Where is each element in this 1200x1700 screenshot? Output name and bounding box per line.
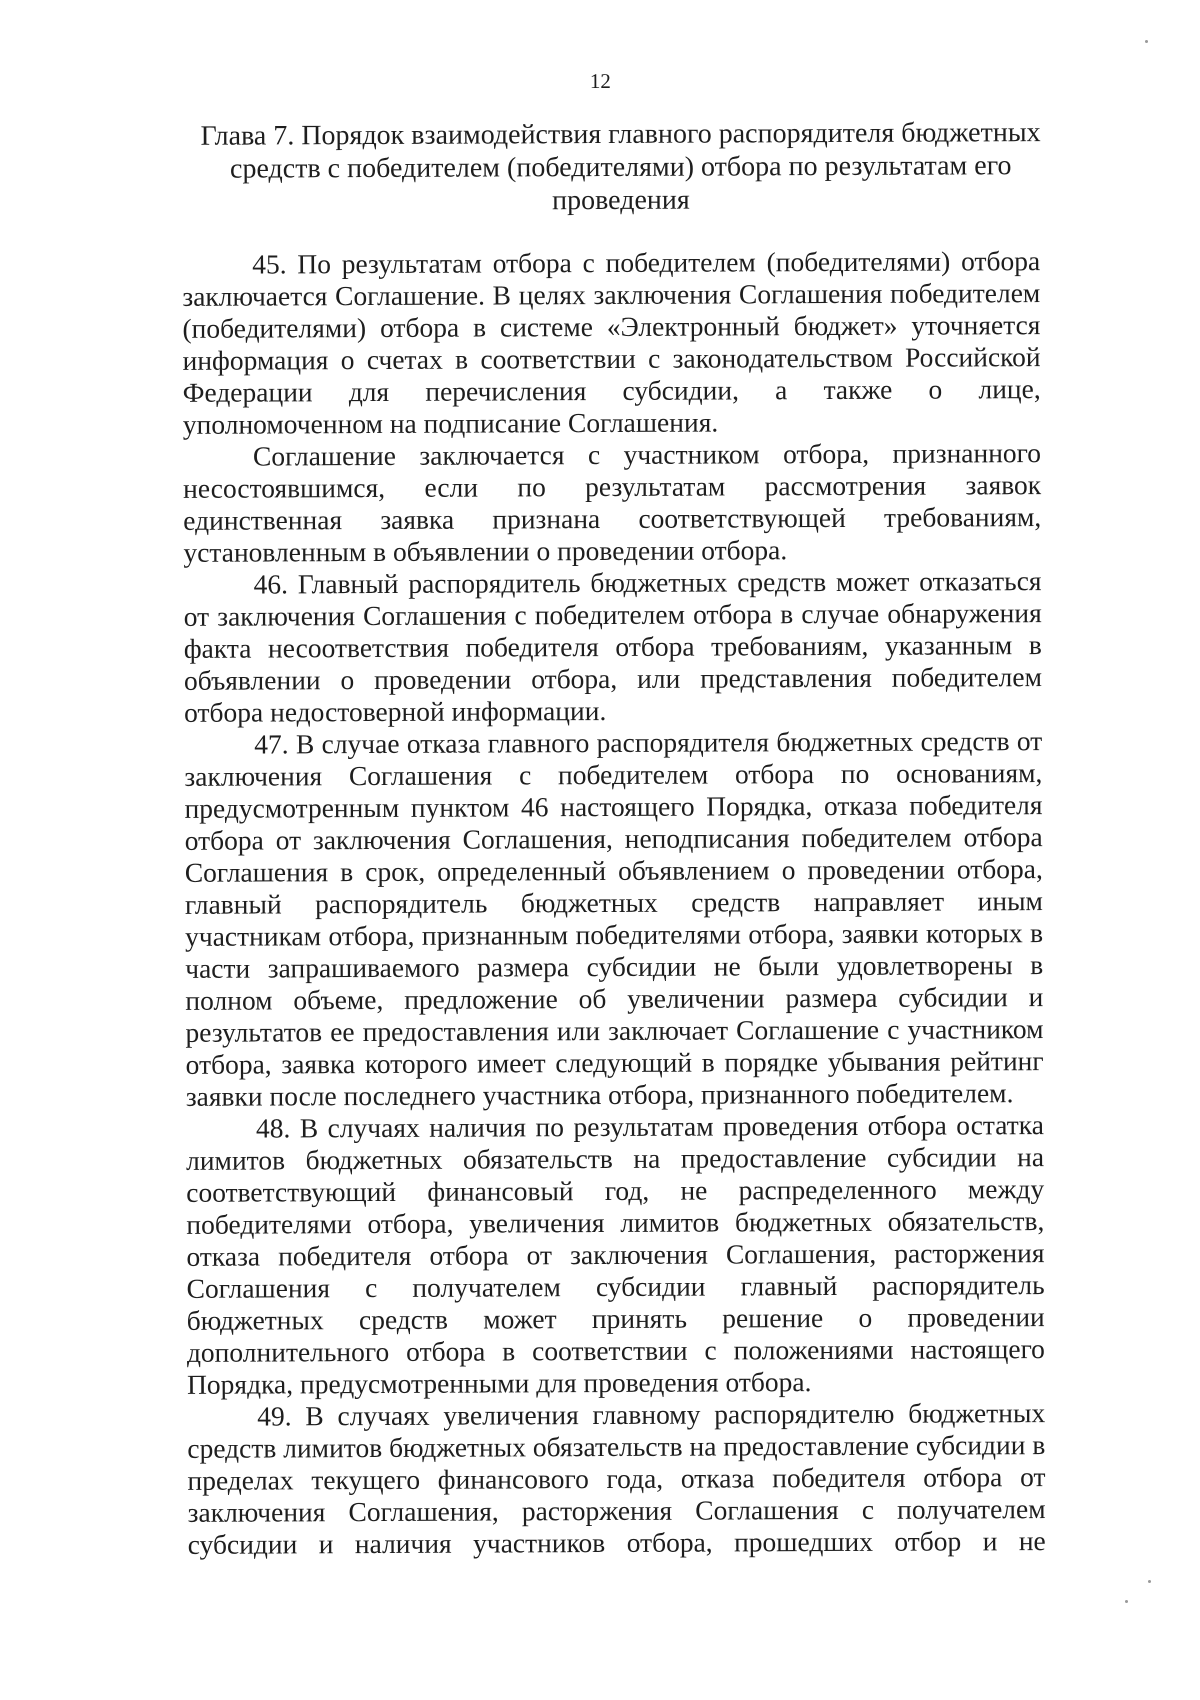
paragraph-49: 49. В случаях увеличения главному распорядителю бюджетных средств лимитов бюджетных обязательств на предоставление субсидии в пределах текущего финансового года, отказа победителя отбора от заключения Соглашения, расторжения Соглашения с получателем субсидии и наличия участников отбора, прошедших отбор и не xyxy=(187,1397,1046,1560)
page-number: 12 xyxy=(589,68,611,94)
paragraph-45-continuation: Соглашение заключается с участником отбора, признанного несостоявшимся, если по результатам рассмотрения заявок единственная заявка признана соответствующей требованиям, установленным в объявлении о проведении отбора. xyxy=(183,437,1042,568)
paragraph-45: 45. По результатам отбора с победителем (победителями) отбора заключается Соглашение. В целях заключения Соглашения победителем (победителями) отбора в системе «Электронный бюджет» уточняется информация о счетах в соответствии с законодательством Российской Федерации для перечисления субсидии, а также о лице, уполномоченном на подписание Соглашения. xyxy=(182,245,1041,440)
paragraph-48: 48. В случаях наличия по результатам проведения отбора остатка лимитов бюджетных обязательств на предоставление субсидии на соответствующий финансовый год, не распределенного между победителями отбора, увеличения лимитов бюджетных обязательств, отказа победителя отбора от заключения Соглашения, расторжения Соглашения с получателем субсидии главный распорядитель бюджетных средств может принять решение о проведении дополнительного отбора в соответствии с положениями настоящего Порядка, предусмотренными для проведения отбора. xyxy=(185,1109,1045,1400)
chapter-title: Глава 7. Порядок взаимодействия главного распорядителя бюджетных средств с победителем (победителями) отбора по результатам его проведения xyxy=(200,117,1041,217)
paragraph-47: 47. В случае отказа главного распорядителя бюджетных средств от заключения Соглашения с победителем отбора по основаниям, предусмотренным пунктом 46 настоящего Порядка, отказа победителя отбора от заключения Соглашения, неподписания победителем отбора Соглашения в срок, определенный объявлением о проведении отбора, главный распорядитель бюджетных средств направляет иным участникам отбора, признанным победителями отбора, заявки которых в части запрашиваемого размера субсидии не были удовлетворены в полном объеме, предложение об увеличении размера субсидии и результатов ее предоставления или заключает Соглашение с участником отбора, заявка которого имеет следующий в порядке убывания рейтинг заявки после последнего участника отбора, признанного победителем. xyxy=(184,725,1044,1112)
scan-speck xyxy=(1125,1600,1128,1603)
paragraph-46: 46. Главный распорядитель бюджетных средств может отказаться от заключения Соглашения с победителем отбора в случае обнаружения факта несоответствия победителя отбора требованиям, указанным в объявлении о проведении отбора, или представления победителем отбора недостоверной информации. xyxy=(183,565,1043,728)
scan-speck xyxy=(1148,1580,1151,1583)
document-body xyxy=(182,245,1046,1561)
scan-speck xyxy=(1145,40,1148,43)
